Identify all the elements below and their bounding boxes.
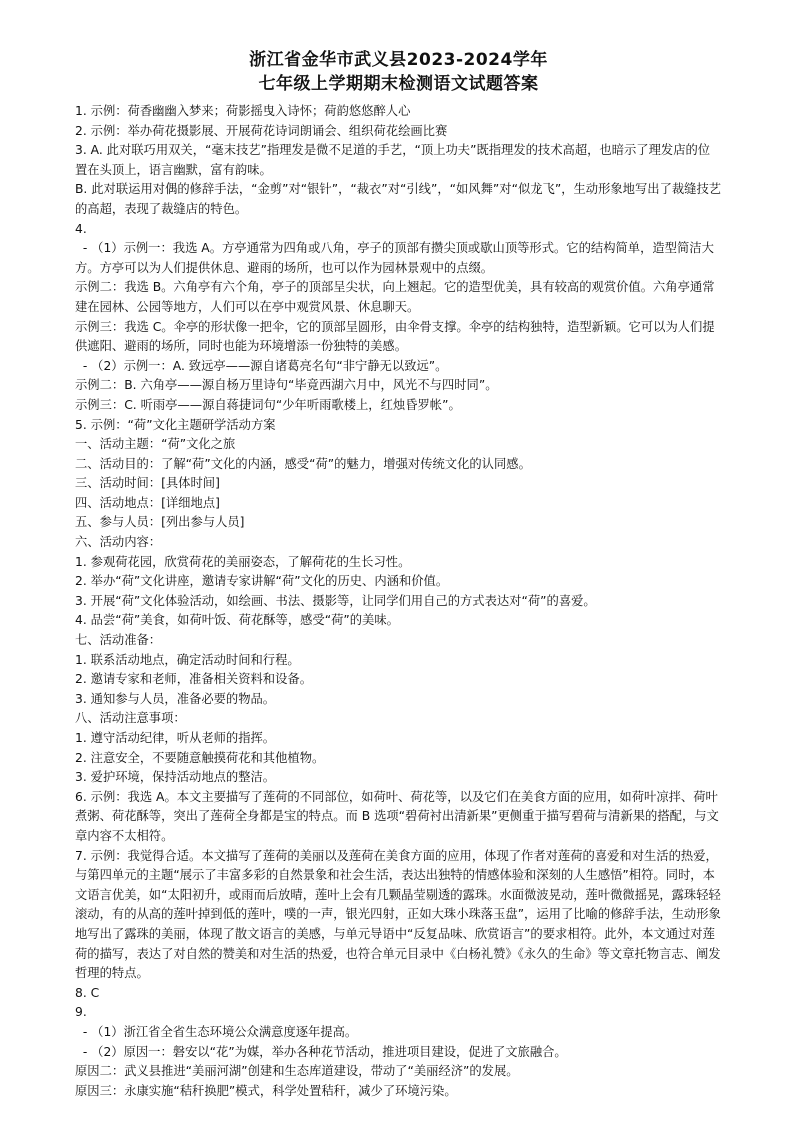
answer-line: 3. 通知参与人员，准备必要的物品。	[75, 691, 276, 706]
document-title-line-2: 七年级上学期期末检测语文试题答案	[258, 74, 539, 94]
answer-line: 示例二：B. 六角亭——源自杨万里诗句“毕竟西湖六月中，风光不与四时同”。	[75, 378, 498, 393]
answer-line: - （1）浙江省全省生态环境公众满意度逐年提高。	[75, 1024, 358, 1039]
answer-line: 六、活动内容：	[75, 535, 162, 550]
answer-line: - （2）原因一：磐安以“花”为媒，举办各种花节活动，推进项目建设，促进了文旅融合。	[75, 1044, 567, 1059]
answer-line: 1. 联系活动地点，确定活动时间和行程。	[75, 652, 300, 667]
answer-line: 示例三：C. 听雨亭——源自蒋捷词句“少年听雨歌楼上，红烛昏罗帐”。	[75, 397, 461, 412]
document-title-line-1: 浙江省金华市武义县2023-2024学年	[249, 50, 548, 70]
answer-line: 1. 遵守活动纪律，听从老师的指挥。	[75, 731, 276, 745]
answer-line: 示例三：我选 C。伞亭的形状像一把伞，它的顶部呈圆形，由伞骨支撑。伞亭的结构独特，造型新颖。它可以为人们提供遮阳、避雨的场所，同时也能为环境增添一份独特的美感。	[75, 319, 715, 354]
answer-line: 2. 举办“荷”文化讲座，邀请专家讲解“荷”文化的历史、内涵和价值。	[75, 574, 449, 589]
answer-line: - （1）示例一：我选 A。方亭通常为四角或八角，亭子的顶部有攒尖顶或歇山顶等形式。它的结构简单，造型简洁大方。方亭可以为人们提供休息、避雨的场所，也可以作为园林景观中的点缀。	[75, 241, 714, 275]
answer-line: 3. 爱护环境，保持活动地点的整洁。	[75, 770, 276, 785]
answer-line: - （2）示例一：A. 致远亭——源自诸葛亮名句“非宁静无以致远”。	[75, 358, 448, 373]
answer-line: 2. 注意安全，不要随意触摸荷花和其他植物。	[75, 750, 325, 765]
answer-line: 一、活动主题：“荷”文化之旅	[75, 437, 236, 452]
answer-line: 1. 参观荷花园，欣赏荷花的美丽姿态，了解荷花的生长习性。	[75, 554, 411, 569]
answer-line: 七、活动准备：	[75, 633, 162, 648]
answer-line: 原因二：武义县推进“美丽河湖”创建和生态库道建设，带动了“美丽经济”的发展。	[75, 1064, 519, 1079]
answer-line: 4. 品尝“荷”美食，如荷叶饭、荷花酥等，感受“荷”的美味。	[75, 613, 399, 628]
answer-line: 4.	[75, 221, 87, 236]
answer-line: 五、参与人员：[列出参与人员]	[75, 515, 245, 530]
answer-line: 1. 示例：荷香幽幽入梦来；荷影摇曳入诗怀；荷韵悠悠醉人心	[75, 104, 411, 118]
answer-line: 八、活动注意事项：	[75, 711, 186, 726]
answer-line: 2. 邀请专家和老师，准备相关资料和设备。	[75, 672, 312, 687]
answer-line: 四、活动地点：[详细地点]	[75, 495, 220, 510]
answer-line: 示例二：我选 B。六角亭有六个角，亭子的顶部呈尖状，向上翘起。它的造型优美，具有较高的观赏价值。六角亭通常建在园林、公园等地方，人们可以在亭中观赏风景、休息聊天。	[75, 280, 715, 314]
answer-line: 9.	[75, 1005, 87, 1020]
answer-line: 8. C	[75, 985, 100, 1000]
answer-line: B. 此对联运用对偶的修辞手法，“金剪”对“银针”，“裁衣”对“引线”，“如风舞”对“似龙飞”，生动形象地写出了裁缝技艺的高超，表现了裁缝店的特色。	[75, 182, 722, 216]
answer-line: 2. 示例：举办荷花摄影展、开展荷花诗词朗诵会、组织荷花绘画比赛	[75, 123, 448, 138]
answer-line: 7. 示例：我觉得合适。本文描写了莲荷的美丽以及莲荷在美食方面的应用，体现了作者对莲荷的喜爱和对生活的热爱，与第四单元的主题“展示了丰富多彩的自然景象和社会生活，表达出独特的情感体验和深刻的人生感悟”相符。同时，本文语言优美，如“太阳初升，或雨而后放晴，莲叶上会有几颗晶莹剔透的露珠。水面微波晃动，莲叶微微摇晃，露珠轻轻滚动，有的从高的莲叶掉到低的莲叶，噗的一声，银光四射，正如大珠小珠落玉盘”，运用了比喻的修辞手法，生动形象地写出了露珠的美丽，体现了散文语言的美感，与单元导语中“反复品味、欣赏语言”的要求相符。此外，本文通过对莲荷的描写，表达了对自然的赞美和对生活的热爱，也符合单元目录中《白杨礼赞》《永久的生命》等文章托物言志、阐发哲理的特点。	[75, 848, 721, 981]
answer-line: 3. A. 此对联巧用双关，“毫末技艺”指理发是微不足道的手艺，“顶上功夫”既指理发的技术高超，也暗示了理发店的位置在头顶上，语言幽默，富有韵味。	[75, 143, 711, 177]
answer-line: 5. 示例：“荷”文化主题研学活动方案	[75, 417, 276, 432]
answer-line: 原因三：永康实施“秸秆换肥”模式，科学处置秸秆，减少了环境污染。	[75, 1083, 457, 1098]
answer-line: 3. 开展“荷”文化体验活动，如绘画、书法、摄影等，让同学们用自己的方式表达对“荷”的喜爱。	[75, 593, 596, 608]
answer-body	[75, 102, 722, 1101]
answer-line: 三、活动时间：[具体时间]	[75, 476, 220, 491]
answer-line: 6. 示例：我选 A。本文主要描写了莲荷的不同部位，如荷叶、荷花等，以及它们在美食方面的应用，如荷叶凉拌、荷叶煮粥、荷花酥等，突出了莲荷全身都是宝的特点。而 B 选项“碧荷衬出清新果”更侧重于描写碧荷与清新果的搭配，与文章内容不太相符。	[75, 789, 719, 843]
answer-line: 二、活动目的：了解“荷”文化的内涵，感受“荷”的魅力，增强对传统文化的认同感。	[75, 456, 531, 471]
